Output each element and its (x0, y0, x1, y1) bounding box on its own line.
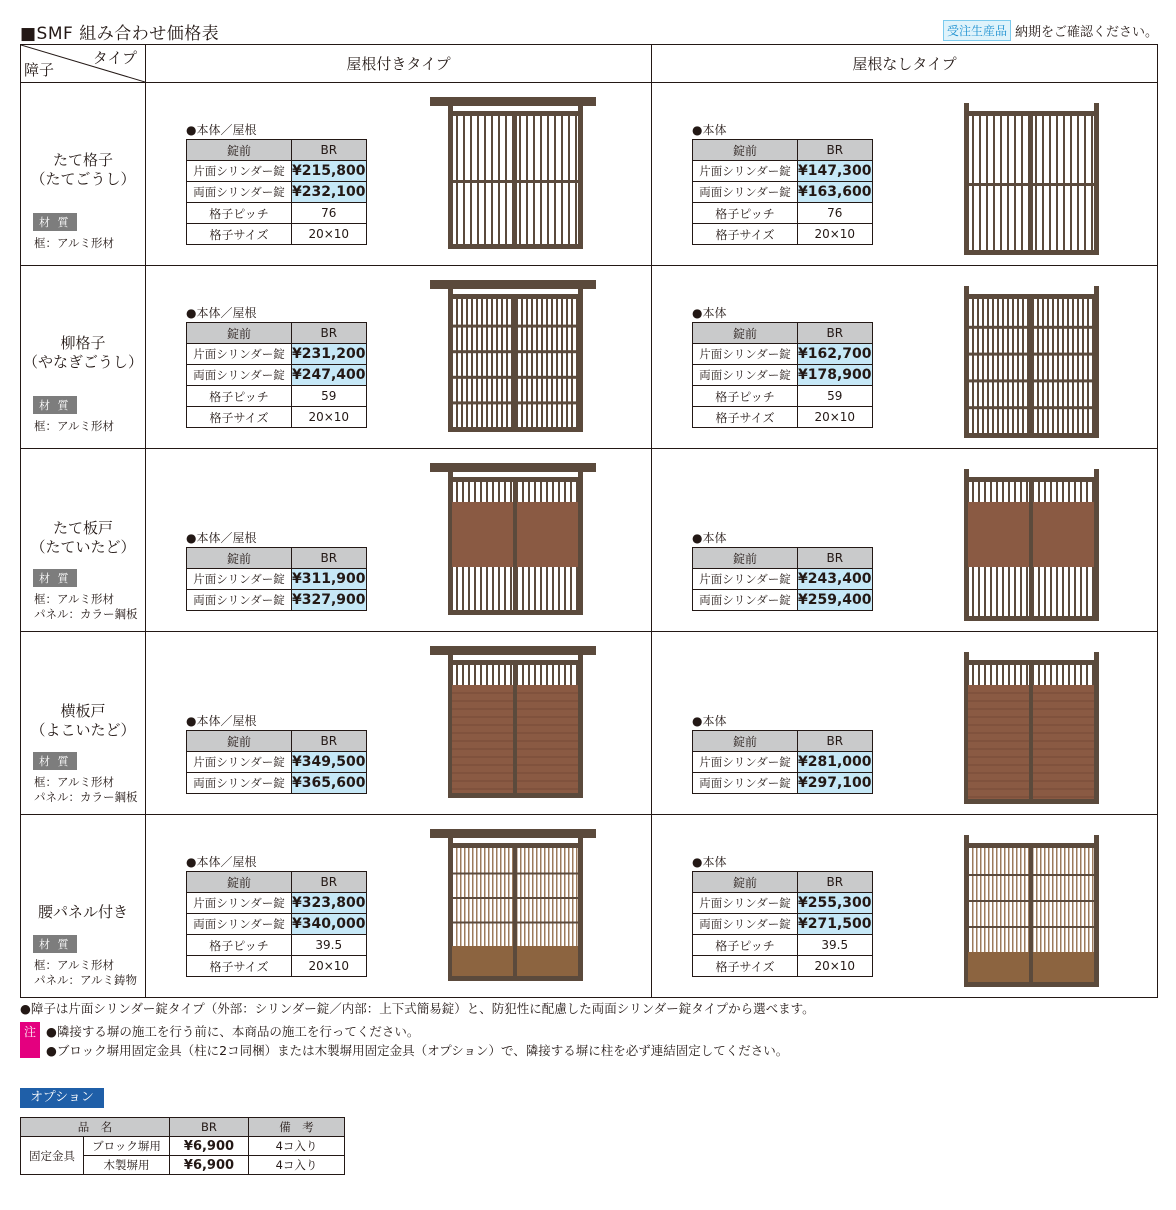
price-subtable (186, 547, 367, 611)
footnote: ●障子は片面シリンダー錠タイプ（外部：シリンダー錠／内部：上下式簡易錠）と、防犯性に配慮した両面シリンダー錠タイプから選べます。 (20, 1001, 815, 1016)
price-single: ¥147,300 (798, 161, 873, 182)
single-cylinder-label: 片面シリンダー錠 (693, 893, 798, 914)
lock-header: 錠前 (187, 731, 292, 752)
size-label: 格子サイズ (693, 956, 798, 977)
color-header: BR (292, 731, 367, 752)
price-block (186, 304, 367, 428)
block-caption: ●本体 (692, 714, 727, 728)
double-cylinder-label: 両面シリンダー錠 (693, 365, 798, 386)
price-double: ¥247,400 (292, 365, 367, 386)
roof-type-cell (146, 815, 652, 998)
price-block (692, 304, 873, 428)
corner-header (21, 45, 146, 83)
delivery-note-text: 納期をご確認ください。 (1014, 25, 1158, 40)
product-row (21, 632, 1158, 815)
gate-without-roof-image (944, 648, 1114, 812)
roof-type-cell (146, 632, 652, 815)
double-cylinder-label: 両面シリンダー錠 (187, 773, 292, 794)
color-header: BR (798, 548, 873, 569)
block-caption: ●本体／屋根 (186, 714, 257, 728)
double-cylinder-label: 両面シリンダー錠 (693, 773, 798, 794)
option-badge: オプション (20, 1088, 104, 1108)
color-header: BR (292, 548, 367, 569)
noroof-type-cell (652, 266, 1158, 449)
opt-header-note: 備 考 (249, 1118, 345, 1137)
color-header: BR (798, 140, 873, 161)
single-cylinder-label: 片面シリンダー錠 (187, 569, 292, 590)
gate-without-roof-image (944, 99, 1114, 263)
col-header-noroof: 屋根なしタイプ (652, 45, 1158, 83)
size-label: 格子サイズ (187, 956, 292, 977)
pitch-label: 格子ピッチ (693, 203, 798, 224)
color-header: BR (798, 323, 873, 344)
price-block (692, 121, 873, 245)
single-cylinder-label: 片面シリンダー錠 (187, 161, 292, 182)
price-single: ¥215,800 (292, 161, 367, 182)
price-subtable (186, 730, 367, 794)
color-header: BR (292, 323, 367, 344)
product-name-cell (21, 632, 146, 815)
price-double: ¥365,600 (292, 773, 367, 794)
single-cylinder-label: 片面シリンダー錠 (693, 161, 798, 182)
double-cylinder-label: 両面シリンダー錠 (693, 914, 798, 935)
opt-header-color: BR (170, 1118, 249, 1137)
caution-badge: 注 (20, 1022, 40, 1058)
price-double: ¥259,400 (798, 590, 873, 611)
product-name: たて格子 (52, 151, 113, 169)
material-frame: 框：アルミ形材 (34, 775, 115, 789)
page-title: ■SMF 組み合わせ価格表 (20, 24, 220, 44)
price-double: ¥297,100 (798, 773, 873, 794)
opt-item-note: 4コ入り (249, 1156, 345, 1175)
lock-header: 錠前 (693, 548, 798, 569)
pitch-label: 格子ピッチ (693, 386, 798, 407)
pitch-label: 格子ピッチ (187, 386, 292, 407)
product-name: 腰パネル付き (37, 903, 128, 921)
pitch-value: 39.5 (292, 935, 367, 956)
lock-header: 錠前 (693, 140, 798, 161)
caution-line-2: ●ブロック塀用固定金具（柱に2コ同梱）または木製塀用固定金具（オプション）で、隣接する塀に柱を必ず連結固定してください。 (46, 1043, 789, 1058)
price-subtable (692, 547, 873, 611)
gate-with-roof-image (428, 93, 598, 257)
size-value: 20×10 (798, 956, 873, 977)
pitch-value: 39.5 (798, 935, 873, 956)
product-name: 柳格子 (60, 334, 106, 352)
lock-header: 錠前 (693, 731, 798, 752)
double-cylinder-label: 両面シリンダー錠 (693, 590, 798, 611)
size-value: 20×10 (798, 407, 873, 428)
material-badge: 材 質 (33, 752, 77, 770)
product-reading: （よこいたど） (30, 721, 136, 739)
price-double: ¥271,500 (798, 914, 873, 935)
single-cylinder-label: 片面シリンダー錠 (693, 752, 798, 773)
lock-header: 錠前 (187, 548, 292, 569)
material-frame: 框：アルミ形材 (34, 419, 115, 433)
price-block (186, 853, 367, 977)
delivery-note (943, 20, 1158, 41)
single-cylinder-label: 片面シリンダー錠 (693, 344, 798, 365)
double-cylinder-label: 両面シリンダー錠 (187, 914, 292, 935)
material-badge: 材 質 (33, 935, 77, 953)
price-single: ¥323,800 (292, 893, 367, 914)
opt-item-price: ¥6,900 (170, 1137, 249, 1156)
noroof-type-cell (652, 449, 1158, 632)
price-block (186, 712, 367, 794)
color-header: BR (292, 872, 367, 893)
price-single: ¥243,400 (798, 569, 873, 590)
gate-without-roof-image (944, 831, 1114, 995)
price-single: ¥231,200 (292, 344, 367, 365)
price-subtable (692, 871, 873, 977)
product-name-cell (21, 449, 146, 632)
col-header-roof: 屋根付きタイプ (146, 45, 652, 83)
material-badge: 材 質 (33, 213, 77, 231)
double-cylinder-label: 両面シリンダー錠 (693, 182, 798, 203)
product-row (21, 815, 1158, 998)
product-row (21, 83, 1158, 266)
block-caption: ●本体 (692, 531, 727, 545)
size-value: 20×10 (798, 224, 873, 245)
single-cylinder-label: 片面シリンダー錠 (693, 569, 798, 590)
size-label: 格子サイズ (187, 407, 292, 428)
gate-with-roof-image (428, 276, 598, 440)
price-single: ¥281,000 (798, 752, 873, 773)
size-value: 20×10 (292, 224, 367, 245)
material-badge: 材 質 (33, 396, 77, 414)
product-row (21, 449, 1158, 632)
block-caption: ●本体／屋根 (186, 123, 257, 137)
roof-type-cell (146, 83, 652, 266)
opt-header-name: 品 名 (21, 1118, 170, 1137)
price-block (186, 121, 367, 245)
color-header: BR (292, 140, 367, 161)
color-header: BR (798, 872, 873, 893)
color-header: BR (798, 731, 873, 752)
price-single: ¥255,300 (798, 893, 873, 914)
block-caption: ●本体／屋根 (186, 531, 257, 545)
price-subtable (692, 322, 873, 428)
product-reading: （やなぎごうし） (22, 353, 143, 371)
size-value: 20×10 (292, 956, 367, 977)
opt-item-name: ブロック塀用 (84, 1137, 170, 1156)
double-cylinder-label: 両面シリンダー錠 (187, 182, 292, 203)
product-name: たて板戸 (52, 519, 113, 537)
material-frame: 框：アルミ形材 (34, 592, 115, 606)
product-name-cell (21, 266, 146, 449)
noroof-type-cell (652, 815, 1158, 998)
opt-item-price: ¥6,900 (170, 1156, 249, 1175)
size-label: 格子サイズ (693, 224, 798, 245)
material-panel: パネル：カラー鋼板 (34, 607, 138, 621)
gate-with-roof-image (428, 825, 598, 989)
price-single: ¥311,900 (292, 569, 367, 590)
block-caption: ●本体 (692, 123, 727, 137)
noroof-type-cell (652, 83, 1158, 266)
pitch-label: 格子ピッチ (187, 935, 292, 956)
price-subtable (692, 730, 873, 794)
product-name-cell (21, 815, 146, 998)
made-to-order-badge: 受注生産品 (943, 20, 1011, 41)
material-frame: 框：アルミ形材 (34, 236, 115, 250)
price-block (692, 712, 873, 794)
block-caption: ●本体 (692, 306, 727, 320)
pitch-value: 76 (292, 203, 367, 224)
price-subtable (186, 871, 367, 977)
pitch-value: 76 (798, 203, 873, 224)
price-double: ¥327,900 (292, 590, 367, 611)
block-caption: ●本体／屋根 (186, 855, 257, 869)
material-badge: 材 質 (33, 569, 77, 587)
single-cylinder-label: 片面シリンダー錠 (187, 752, 292, 773)
pitch-label: 格子ピッチ (187, 203, 292, 224)
single-cylinder-label: 片面シリンダー錠 (187, 893, 292, 914)
corner-type-label: タイプ (92, 49, 137, 67)
material-panel: パネル：カラー鋼板 (34, 790, 138, 804)
product-row (21, 266, 1158, 449)
product-reading: （たてごうし） (30, 170, 136, 188)
lock-header: 錠前 (187, 872, 292, 893)
opt-group: 固定金具 (21, 1137, 84, 1175)
price-block (692, 529, 873, 611)
price-single: ¥349,500 (292, 752, 367, 773)
material-frame: 框：アルミ形材 (34, 958, 115, 972)
block-caption: ●本体／屋根 (186, 306, 257, 320)
gate-with-roof-image (428, 642, 598, 806)
size-label: 格子サイズ (693, 407, 798, 428)
roof-type-cell (146, 449, 652, 632)
price-subtable (186, 139, 367, 245)
lock-header: 錠前 (693, 323, 798, 344)
gate-with-roof-image (428, 459, 598, 623)
lock-header: 錠前 (693, 872, 798, 893)
price-single: ¥162,700 (798, 344, 873, 365)
price-double: ¥163,600 (798, 182, 873, 203)
price-double: ¥232,100 (292, 182, 367, 203)
pitch-value: 59 (798, 386, 873, 407)
option-table (20, 1117, 345, 1175)
size-value: 20×10 (292, 407, 367, 428)
double-cylinder-label: 両面シリンダー錠 (187, 590, 292, 611)
gate-without-roof-image (944, 465, 1114, 629)
material-panel: パネル：アルミ鋳物 (34, 973, 138, 987)
roof-type-cell (146, 266, 652, 449)
price-subtable (692, 139, 873, 245)
noroof-type-cell (652, 632, 1158, 815)
price-table (20, 44, 1158, 998)
pitch-label: 格子ピッチ (693, 935, 798, 956)
opt-item-name: 木製塀用 (84, 1156, 170, 1175)
product-name: 横板戸 (60, 702, 106, 720)
price-double: ¥178,900 (798, 365, 873, 386)
product-reading: （たていたど） (30, 538, 136, 556)
price-double: ¥340,000 (292, 914, 367, 935)
caution-line-1: ●隣接する塀の施工を行う前に、本商品の施工を行ってください。 (46, 1024, 420, 1039)
price-block (692, 853, 873, 977)
corner-shoji-label: 障子 (24, 61, 55, 79)
lock-header: 錠前 (187, 140, 292, 161)
size-label: 格子サイズ (187, 224, 292, 245)
block-caption: ●本体 (692, 855, 727, 869)
price-subtable (186, 322, 367, 428)
pitch-value: 59 (292, 386, 367, 407)
gate-without-roof-image (944, 282, 1114, 446)
lock-header: 錠前 (187, 323, 292, 344)
double-cylinder-label: 両面シリンダー錠 (187, 365, 292, 386)
opt-item-note: 4コ入り (249, 1137, 345, 1156)
product-name-cell (21, 83, 146, 266)
single-cylinder-label: 片面シリンダー錠 (187, 344, 292, 365)
price-block (186, 529, 367, 611)
